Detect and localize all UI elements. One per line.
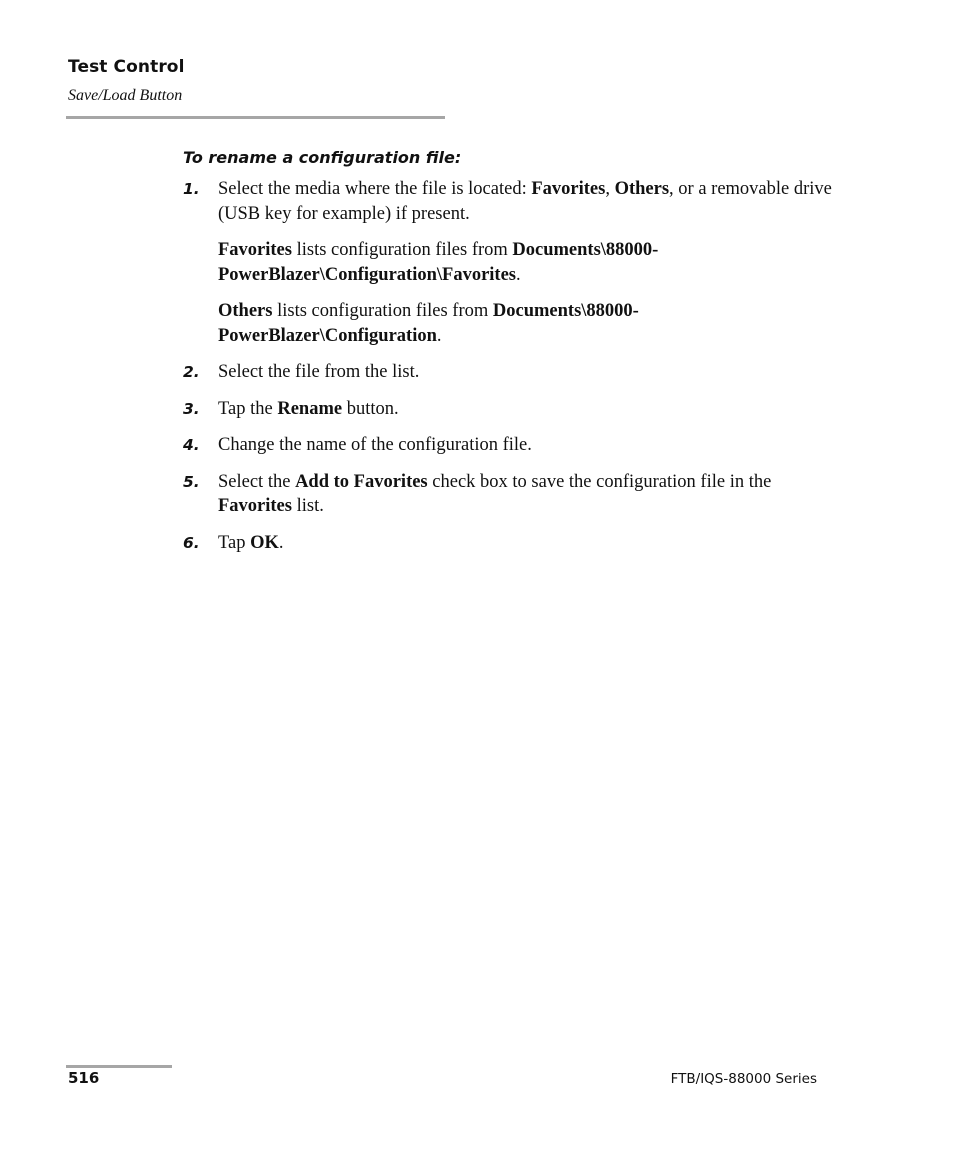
- others-term: Others: [614, 179, 670, 199]
- step-text: Select the file from the list.: [218, 362, 420, 382]
- step-text: [218, 470, 833, 519]
- rename-button-term: Rename: [277, 398, 343, 419]
- procedure-steps: [183, 177, 833, 567]
- step-text-part: list.: [291, 496, 324, 516]
- page-number: 516: [68, 1069, 100, 1087]
- step-5: [183, 470, 833, 519]
- step-4: [183, 433, 833, 458]
- step-text: Change the name of the configuration file.: [218, 435, 532, 455]
- product-series: FTB/IQS-88000 Series: [670, 1071, 817, 1087]
- step-text-part: ,: [605, 179, 615, 199]
- favorites-note: [218, 238, 833, 287]
- step-number: 4.: [183, 436, 200, 454]
- note-text: lists configuration files from: [291, 240, 513, 260]
- add-to-favorites-term: Add to Favorites: [295, 471, 428, 492]
- others-path: Documents\88000-PowerBlazer\Configuration: [218, 301, 639, 346]
- ok-button-term: OK: [250, 532, 279, 553]
- step-text-part: Tap the: [218, 398, 278, 419]
- step-text: [218, 531, 833, 556]
- step-number: 2.: [183, 363, 200, 381]
- step-number: 1.: [183, 180, 200, 198]
- procedure-heading: To rename a configuration file:: [183, 148, 462, 167]
- step-text-part: Select the media where the file is located:: [218, 179, 532, 199]
- step-text: [218, 177, 833, 226]
- note-end: .: [436, 325, 442, 346]
- favorites-term: Favorites: [218, 240, 292, 260]
- step-text-part: check box to save the configuration file in the: [427, 471, 772, 492]
- step-number: 3.: [183, 399, 200, 418]
- step-text: [218, 397, 833, 422]
- others-term: Others: [218, 301, 273, 321]
- note-text: lists configuration files from: [272, 301, 493, 321]
- step-text-part: Tap: [218, 532, 251, 553]
- others-note: [218, 299, 833, 348]
- step-1: [183, 177, 833, 348]
- page-header-title: Test Control: [68, 57, 185, 77]
- page-header-subtitle: Save/Load Button: [68, 87, 183, 104]
- favorites-term: Favorites: [531, 179, 606, 199]
- note-end: .: [516, 264, 521, 285]
- favorites-path: Documents\88000-PowerBlazer\Configuration\Favorites: [218, 240, 659, 285]
- step-number: 5.: [183, 472, 200, 491]
- step-6: [183, 531, 833, 556]
- step-text-part: button.: [342, 398, 399, 419]
- step-number: 6.: [183, 533, 200, 552]
- footer-divider: [66, 1065, 172, 1068]
- header-divider: [66, 116, 445, 119]
- favorites-term: Favorites: [218, 496, 292, 516]
- step-text-part: .: [278, 532, 284, 553]
- step-text-part: , or a removable drive (USB key for example) if present.: [218, 179, 832, 224]
- step-text-part: Select the: [218, 471, 296, 492]
- step-2: [183, 360, 833, 385]
- step-3: [183, 397, 833, 422]
